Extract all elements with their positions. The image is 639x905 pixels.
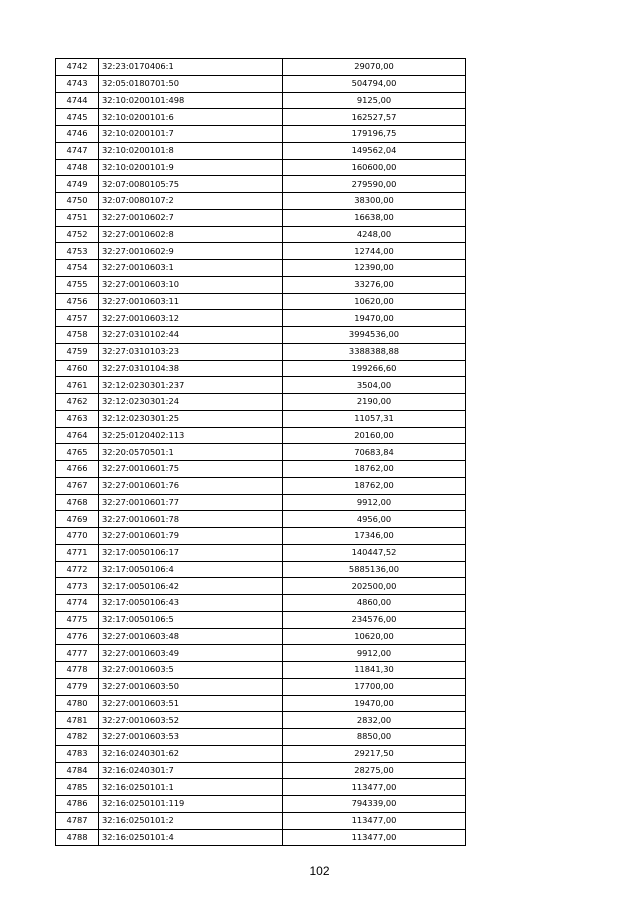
cadastral-value-cell: 149562,04: [283, 142, 466, 159]
table-row: [56, 762, 466, 779]
cadastral-number-cell: 32:27:0010602:9: [99, 243, 283, 260]
row-number-cell: 4745: [56, 109, 99, 126]
cadastral-value-cell: 160600,00: [283, 159, 466, 176]
row-number-cell: 4759: [56, 343, 99, 360]
cadastral-number-cell: 32:27:0310104:38: [99, 360, 283, 377]
cadastral-value-cell: 2832,00: [283, 712, 466, 729]
table-row: [56, 645, 466, 662]
row-number-cell: 4752: [56, 226, 99, 243]
cadastral-value-cell: 20160,00: [283, 427, 466, 444]
cadastral-value-cell: 3388388,88: [283, 343, 466, 360]
cadastral-number-cell: 32:17:0050106:5: [99, 611, 283, 628]
table-row: [56, 729, 466, 746]
cadastral-number-cell: 32:27:0010601:78: [99, 511, 283, 528]
table-row: [56, 209, 466, 226]
row-number-cell: 4766: [56, 461, 99, 478]
row-number-cell: 4777: [56, 645, 99, 662]
row-number-cell: 4775: [56, 611, 99, 628]
row-number-cell: 4744: [56, 92, 99, 109]
table-body: [56, 59, 466, 846]
table-row: [56, 260, 466, 277]
row-number-cell: 4773: [56, 578, 99, 595]
row-number-cell: 4743: [56, 75, 99, 92]
cadastral-number-cell: 32:17:0050106:42: [99, 578, 283, 595]
cadastral-number-cell: 32:27:0010601:79: [99, 528, 283, 545]
cadastral-number-cell: 32:23:0170406:1: [99, 59, 283, 76]
cadastral-value-cell: 38300,00: [283, 193, 466, 210]
cadastral-value-cell: 162527,57: [283, 109, 466, 126]
row-number-cell: 4758: [56, 327, 99, 344]
cadastral-number-cell: 32:27:0310103:23: [99, 343, 283, 360]
cadastral-value-cell: 29070,00: [283, 59, 466, 76]
row-number-cell: 4748: [56, 159, 99, 176]
cadastral-number-cell: 32:17:0050106:17: [99, 544, 283, 561]
row-number-cell: 4763: [56, 410, 99, 427]
cadastral-number-cell: 32:20:0570501:1: [99, 444, 283, 461]
table-row: [56, 494, 466, 511]
table-row: [56, 561, 466, 578]
cadastral-number-cell: 32:27:0010603:52: [99, 712, 283, 729]
row-number-cell: 4781: [56, 712, 99, 729]
cadastral-value-cell: 33276,00: [283, 276, 466, 293]
cadastral-value-cell: 11057,31: [283, 410, 466, 427]
cadastral-value-cell: 9912,00: [283, 645, 466, 662]
row-number-cell: 4754: [56, 260, 99, 277]
table-row: [56, 109, 466, 126]
cadastral-number-cell: 32:27:0010603:5: [99, 662, 283, 679]
table-row: [56, 410, 466, 427]
table-row: [56, 611, 466, 628]
table-row: [56, 360, 466, 377]
cadastral-number-cell: 32:27:0010603:11: [99, 293, 283, 310]
table-row: [56, 812, 466, 829]
table-row: [56, 796, 466, 813]
cadastral-value-cell: 16638,00: [283, 209, 466, 226]
cadastral-value-cell: 113477,00: [283, 829, 466, 846]
cadastral-number-cell: 32:16:0250101:119: [99, 796, 283, 813]
cadastral-value-cell: 18762,00: [283, 461, 466, 478]
cadastral-number-cell: 32:12:0230301:237: [99, 377, 283, 394]
cadastral-value-cell: 12744,00: [283, 243, 466, 260]
cadastral-number-cell: 32:10:0200101:498: [99, 92, 283, 109]
cadastral-number-cell: 32:27:0010603:51: [99, 695, 283, 712]
table-row: [56, 544, 466, 561]
table-row: [56, 427, 466, 444]
table-row: [56, 193, 466, 210]
table-row: [56, 745, 466, 762]
row-number-cell: 4771: [56, 544, 99, 561]
cadastral-value-cell: 794339,00: [283, 796, 466, 813]
cadastral-value-cell: 202500,00: [283, 578, 466, 595]
table-row: [56, 92, 466, 109]
row-number-cell: 4764: [56, 427, 99, 444]
cadastral-value-cell: 29217,50: [283, 745, 466, 762]
table-row: [56, 159, 466, 176]
cadastral-value-cell: 8850,00: [283, 729, 466, 746]
cadastral-value-cell: 3504,00: [283, 377, 466, 394]
row-number-cell: 4762: [56, 394, 99, 411]
row-number-cell: 4751: [56, 209, 99, 226]
table-row: [56, 142, 466, 159]
table-row: [56, 695, 466, 712]
table-row: [56, 75, 466, 92]
cadastral-number-cell: 32:27:0010603:49: [99, 645, 283, 662]
cadastral-value-cell: 279590,00: [283, 176, 466, 193]
row-number-cell: 4772: [56, 561, 99, 578]
cadastral-value-cell: 19470,00: [283, 695, 466, 712]
cadastral-value-cell: 199266,60: [283, 360, 466, 377]
row-number-cell: 4746: [56, 126, 99, 143]
table-row: [56, 293, 466, 310]
cadastral-number-cell: 32:27:0010603:10: [99, 276, 283, 293]
cadastral-value-cell: 12390,00: [283, 260, 466, 277]
row-number-cell: 4755: [56, 276, 99, 293]
table-row: [56, 511, 466, 528]
row-number-cell: 4749: [56, 176, 99, 193]
table-row: [56, 662, 466, 679]
cadastral-number-cell: 32:27:0010603:12: [99, 310, 283, 327]
row-number-cell: 4770: [56, 528, 99, 545]
cadastral-value-cell: 2190,00: [283, 394, 466, 411]
row-number-cell: 4788: [56, 829, 99, 846]
cadastral-number-cell: 32:25:0120402:113: [99, 427, 283, 444]
table-row: [56, 327, 466, 344]
table-row: [56, 678, 466, 695]
cadastral-number-cell: 32:16:0250101:2: [99, 812, 283, 829]
cadastral-number-cell: 32:10:0200101:8: [99, 142, 283, 159]
row-number-cell: 4765: [56, 444, 99, 461]
cadastral-number-cell: 32:05:0180701:50: [99, 75, 283, 92]
cadastral-number-cell: 32:16:0240301:62: [99, 745, 283, 762]
page-number: 102: [309, 864, 330, 878]
table-row: [56, 829, 466, 846]
row-number-cell: 4778: [56, 662, 99, 679]
row-number-cell: 4742: [56, 59, 99, 76]
cadastral-value-cell: 10620,00: [283, 293, 466, 310]
cadastral-value-cell: 70683,84: [283, 444, 466, 461]
cadastral-value-cell: 5885136,00: [283, 561, 466, 578]
cadastral-number-cell: 32:27:0010601:77: [99, 494, 283, 511]
row-number-cell: 4782: [56, 729, 99, 746]
cadastral-number-cell: 32:12:0230301:25: [99, 410, 283, 427]
cadastral-number-cell: 32:17:0050106:43: [99, 595, 283, 612]
table-row: [56, 226, 466, 243]
cadastral-value-table: [55, 58, 466, 846]
cadastral-number-cell: 32:07:0080107:2: [99, 193, 283, 210]
cadastral-number-cell: 32:07:0080105:75: [99, 176, 283, 193]
cadastral-value-cell: 3994536,00: [283, 327, 466, 344]
cadastral-number-cell: 32:27:0010603:1: [99, 260, 283, 277]
cadastral-value-cell: 10620,00: [283, 628, 466, 645]
row-number-cell: 4768: [56, 494, 99, 511]
table-row: [56, 176, 466, 193]
row-number-cell: 4784: [56, 762, 99, 779]
table-row: [56, 276, 466, 293]
row-number-cell: 4767: [56, 477, 99, 494]
cadastral-value-cell: 28275,00: [283, 762, 466, 779]
cadastral-number-cell: 32:10:0200101:6: [99, 109, 283, 126]
cadastral-value-cell: 234576,00: [283, 611, 466, 628]
table-row: [56, 377, 466, 394]
cadastral-number-cell: 32:27:0010603:50: [99, 678, 283, 695]
table-row: [56, 343, 466, 360]
cadastral-number-cell: 32:16:0250101:1: [99, 779, 283, 796]
cadastral-number-cell: 32:27:0010603:53: [99, 729, 283, 746]
row-number-cell: 4780: [56, 695, 99, 712]
cadastral-number-cell: 32:27:0010602:8: [99, 226, 283, 243]
row-number-cell: 4774: [56, 595, 99, 612]
row-number-cell: 4756: [56, 293, 99, 310]
row-number-cell: 4779: [56, 678, 99, 695]
cadastral-value-cell: 9125,00: [283, 92, 466, 109]
table-row: [56, 444, 466, 461]
table-row: [56, 310, 466, 327]
cadastral-value-cell: 140447,52: [283, 544, 466, 561]
cadastral-number-cell: 32:27:0010602:7: [99, 209, 283, 226]
row-number-cell: 4786: [56, 796, 99, 813]
cadastral-number-cell: 32:27:0310102:44: [99, 327, 283, 344]
cadastral-value-cell: 17346,00: [283, 528, 466, 545]
row-number-cell: 4747: [56, 142, 99, 159]
cadastral-value-cell: 179196,75: [283, 126, 466, 143]
table-row: [56, 59, 466, 76]
cadastral-value-cell: 19470,00: [283, 310, 466, 327]
row-number-cell: 4787: [56, 812, 99, 829]
row-number-cell: 4783: [56, 745, 99, 762]
cadastral-number-cell: 32:27:0010601:75: [99, 461, 283, 478]
cadastral-value-cell: 4860,00: [283, 595, 466, 612]
cadastral-number-cell: 32:16:0240301:7: [99, 762, 283, 779]
row-number-cell: 4753: [56, 243, 99, 260]
cadastral-number-cell: 32:10:0200101:9: [99, 159, 283, 176]
cadastral-value-cell: 4956,00: [283, 511, 466, 528]
row-number-cell: 4776: [56, 628, 99, 645]
cadastral-number-cell: 32:10:0200101:7: [99, 126, 283, 143]
table-row: [56, 595, 466, 612]
row-number-cell: 4750: [56, 193, 99, 210]
table-row: [56, 779, 466, 796]
cadastral-value-cell: 4248,00: [283, 226, 466, 243]
row-number-cell: 4761: [56, 377, 99, 394]
cadastral-value-cell: 18762,00: [283, 477, 466, 494]
table-row: [56, 126, 466, 143]
table-row: [56, 243, 466, 260]
table-row: [56, 477, 466, 494]
cadastral-value-cell: 11841,30: [283, 662, 466, 679]
row-number-cell: 4760: [56, 360, 99, 377]
cadastral-value-cell: 17700,00: [283, 678, 466, 695]
row-number-cell: 4785: [56, 779, 99, 796]
table-row: [56, 528, 466, 545]
row-number-cell: 4757: [56, 310, 99, 327]
table-row: [56, 461, 466, 478]
row-number-cell: 4769: [56, 511, 99, 528]
table-row: [56, 628, 466, 645]
table-row: [56, 394, 466, 411]
cadastral-value-cell: 113477,00: [283, 812, 466, 829]
cadastral-number-cell: 32:12:0230301:24: [99, 394, 283, 411]
table-row: [56, 712, 466, 729]
cadastral-value-cell: 504794,00: [283, 75, 466, 92]
cadastral-number-cell: 32:16:0250101:4: [99, 829, 283, 846]
cadastral-number-cell: 32:17:0050106:4: [99, 561, 283, 578]
cadastral-value-cell: 113477,00: [283, 779, 466, 796]
cadastral-number-cell: 32:27:0010601:76: [99, 477, 283, 494]
table-row: [56, 578, 466, 595]
cadastral-value-cell: 9912,00: [283, 494, 466, 511]
cadastral-number-cell: 32:27:0010603:48: [99, 628, 283, 645]
